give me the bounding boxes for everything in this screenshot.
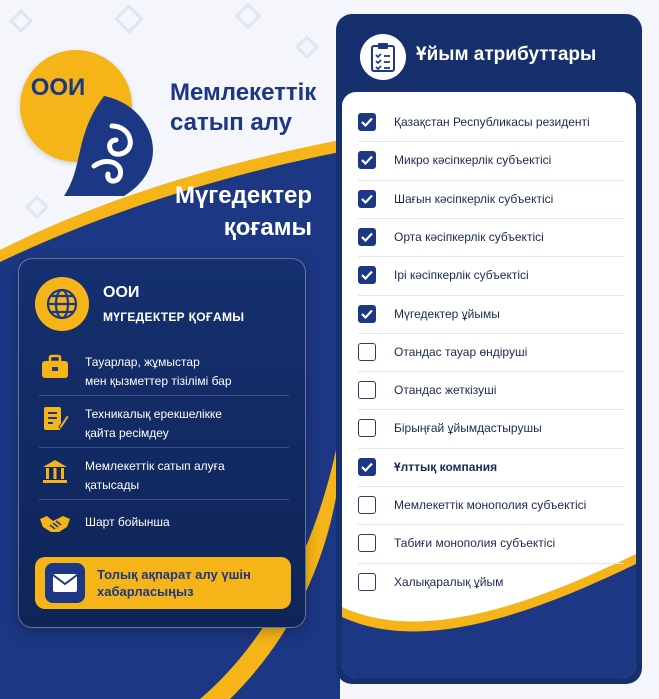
checkbox-checked[interactable] xyxy=(358,305,376,323)
info-item xyxy=(39,353,291,391)
briefcase-icon xyxy=(39,353,71,381)
attribute-label: Бірыңғай ұйымдастырушы xyxy=(394,421,542,436)
attribute-checkbox-row[interactable] xyxy=(358,141,624,179)
checkbox-unchecked[interactable] xyxy=(358,343,376,361)
document-pen-icon xyxy=(39,405,71,433)
attribute-checkbox-row[interactable] xyxy=(358,256,624,294)
attribute-checkbox-row[interactable] xyxy=(358,180,624,218)
checkmark-icon xyxy=(361,309,373,319)
attribute-checkbox-row[interactable] xyxy=(358,371,624,409)
checkmark-icon xyxy=(361,232,373,242)
attribute-checkbox-row[interactable] xyxy=(358,295,624,333)
ornament-icon xyxy=(64,96,164,196)
info-item-line2: қайта ресімдеу xyxy=(85,426,169,440)
attribute-checkbox-row[interactable] xyxy=(358,103,624,141)
checkbox-unchecked[interactable] xyxy=(358,496,376,514)
info-item-line1: Техникалық ерекшелікке xyxy=(85,407,222,421)
checkbox-unchecked[interactable] xyxy=(358,381,376,399)
attribute-label: Отандас жеткізуші xyxy=(394,383,497,398)
attribute-label: Табиғи монополия субъектісі xyxy=(394,536,556,551)
checkmark-icon xyxy=(361,117,373,127)
logo-text: ООИ xyxy=(30,74,86,101)
checkbox-unchecked[interactable] xyxy=(358,573,376,591)
card-title: ООИ xyxy=(103,284,140,301)
attribute-label: Шағын кәсіпкерлік субъектісі xyxy=(394,191,554,206)
info-item xyxy=(39,457,291,495)
envelope-icon xyxy=(45,563,85,603)
attribute-checkbox-row[interactable] xyxy=(358,218,624,256)
attribute-checkbox-row[interactable] xyxy=(358,524,624,562)
subheadline-line2: қоғамы xyxy=(223,214,312,241)
attribute-label: Халықаралық ұйым xyxy=(394,574,504,589)
checkbox-checked[interactable] xyxy=(358,228,376,246)
attribute-checkbox-row[interactable] xyxy=(358,448,624,486)
card-subtitle: МҮГЕДЕКТЕР ҚОҒАМЫ xyxy=(103,310,245,324)
attribute-label: Отандас тауар өндіруші xyxy=(394,344,528,359)
contact-button[interactable] xyxy=(35,557,291,609)
checkbox-unchecked[interactable] xyxy=(358,534,376,552)
attribute-label: Мүгедектер ұйымы xyxy=(394,306,500,321)
contact-button-line1: Толық ақпарат алу үшін xyxy=(97,567,251,582)
info-item-line1: Шарт бойынша xyxy=(85,515,170,529)
clipboard-checklist-icon xyxy=(360,34,406,80)
checkmark-icon xyxy=(361,155,373,165)
subheadline xyxy=(150,180,312,244)
checkbox-checked[interactable] xyxy=(358,458,376,476)
attribute-checkbox-row[interactable] xyxy=(358,333,624,371)
attribute-checkbox-row[interactable] xyxy=(358,486,624,524)
attribute-label: Орта кәсіпкерлік субъектісі xyxy=(394,229,544,244)
checkbox-checked[interactable] xyxy=(358,266,376,284)
attributes-panel xyxy=(342,92,636,678)
handshake-icon xyxy=(39,509,71,537)
checkbox-unchecked[interactable] xyxy=(358,419,376,437)
bank-building-icon xyxy=(39,457,71,485)
info-item-line2: қатысады xyxy=(85,478,140,492)
checkbox-checked[interactable] xyxy=(358,190,376,208)
attributes-card xyxy=(336,14,642,684)
contact-button-line2: хабарласыңыз xyxy=(97,584,194,599)
checkmark-icon xyxy=(361,194,373,204)
checkmark-icon xyxy=(361,270,373,280)
info-item xyxy=(39,509,291,537)
checkbox-checked[interactable] xyxy=(358,151,376,169)
attribute-checkbox-row[interactable] xyxy=(358,409,624,447)
attribute-label: Қазақстан Республикасы резиденті xyxy=(394,115,590,129)
divider xyxy=(39,499,289,500)
card-header xyxy=(35,277,244,331)
attribute-checkbox-row[interactable] xyxy=(358,563,624,601)
headline-line2: сатып алу xyxy=(170,109,293,136)
subheadline-line1: Мүгедектер xyxy=(174,182,312,209)
attribute-label: Ұлттық компания xyxy=(394,459,498,474)
attributes-title: Ұйым атрибуттары xyxy=(416,44,597,65)
organization-info-card xyxy=(18,258,306,628)
divider xyxy=(39,395,289,396)
info-item-line1: Тауарлар, жұмыстар xyxy=(85,355,200,369)
headline-line1: Мемлекеттік xyxy=(170,79,317,106)
checkmark-icon xyxy=(361,462,373,472)
info-item xyxy=(39,405,291,443)
headline xyxy=(170,78,316,138)
attribute-label: Мемлекеттік монополия субъектісі xyxy=(394,498,587,512)
checkbox-checked[interactable] xyxy=(358,113,376,131)
divider xyxy=(39,447,289,448)
attribute-label: Ірі кәсіпкерлік субъектісі xyxy=(394,268,529,283)
attribute-label: Микро кәсіпкерлік субъектісі xyxy=(394,153,552,168)
info-item-line1: Мемлекеттік сатып алуға xyxy=(85,459,225,473)
globe-icon xyxy=(35,277,89,331)
info-item-line2: мен қызметтер тізілімі бар xyxy=(85,374,232,388)
